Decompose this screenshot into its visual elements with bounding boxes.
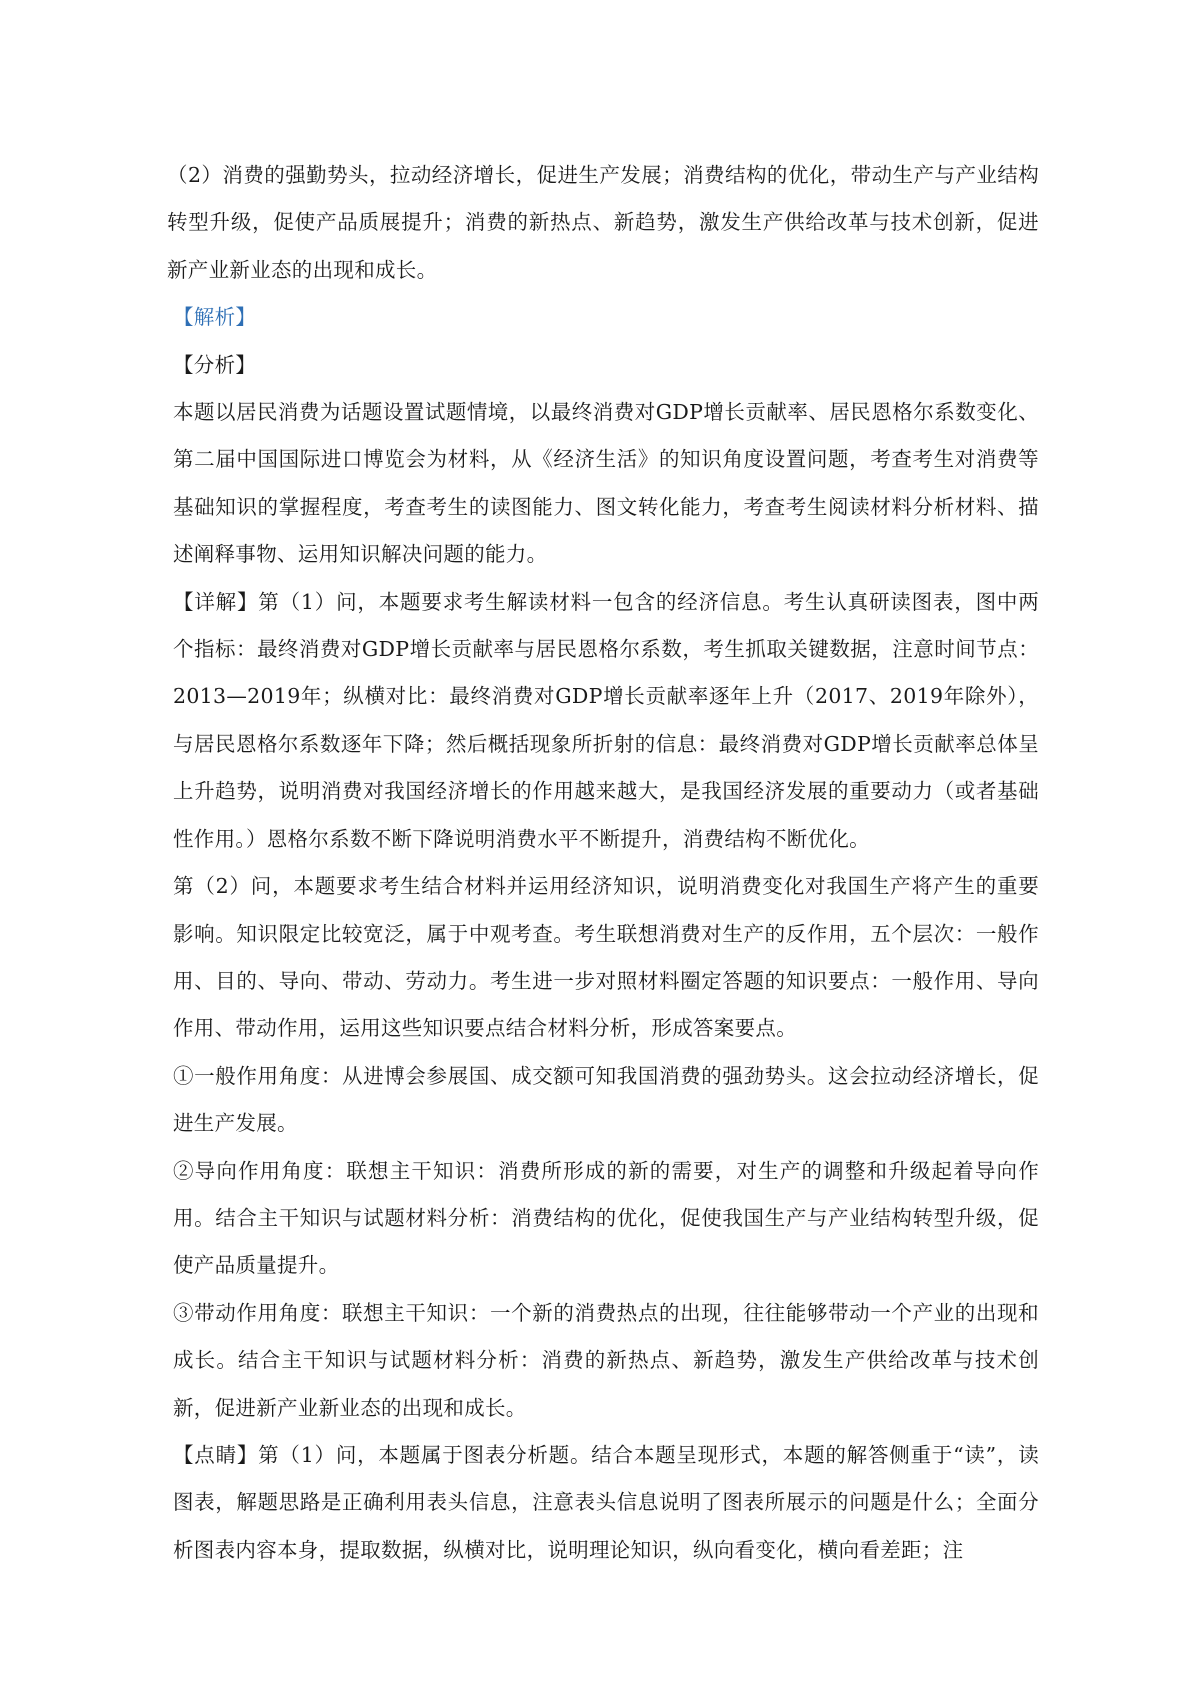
question-2-paragraph: 第（2）问，本题要求考生结合材料并运用经济知识，说明消费变化对我国生产将产生的重要影响。知识限定比较宽泛，属于中观考查。考生联想消费对生产的反作用，五个层次：一般作用、目的、导向、带动、劳动力。考生进一步对照材料圈定答题的知识要点：一般作用、导向作用、带动作用，运用这些知识要点结合材料分析，形成答案要点。 xyxy=(173,874,1039,1041)
fenxi-label: 【分析】 xyxy=(173,352,257,377)
answer-part-2: （2）消费的强勤势头，拉动经济增长，促进生产发展；消费结构的优化，带动生产与产业结构转型升级，促使产品质展提升；消费的新热点、新趋势，激发生产供给改革与技术创新，促进新产业新业态的出现和成长。 xyxy=(167,163,1039,282)
document-page xyxy=(167,152,1039,1574)
point-2-paragraph: ②导向作用角度：联想主干知识：消费所形成的新的需要，对生产的调整和升级起着导向作用。结合主干知识与试题材料分析：消费结构的优化，促使我国生产与产业结构转型升级，促使产品质量提升。 xyxy=(173,1158,1039,1278)
dianjing-paragraph: 【点睛】第（1）问，本题属于图表分析题。结合本题呈现形式，本题的解答侧重于“读”，读图表，解题思路是正确利用表头信息，注意表头信息说明了图表所展示的问题是什么；全面分析图表内容本身，提取数据，纵横对比，说明理论知识，纵向看变化，横向看差距；注 xyxy=(173,1442,1039,1562)
point-3-paragraph: ③带动作用角度：联想主干知识：一个新的消费热点的出现，往往能够带动一个产业的出现和成长。结合主干知识与试题材料分析：消费的新热点、新趋势，激发生产供给改革与技术创新，促进新产业新业态的出现和成长。 xyxy=(173,1300,1039,1420)
point-1-paragraph: ①一般作用角度：从进博会参展国、成交额可知我国消费的强劲势头。这会拉动经济增长，促进生产发展。 xyxy=(173,1063,1039,1136)
fenxi-paragraph: 本题以居民消费为话题设置试题情境，以最终消费对GDP增长贡献率、居民恩格尔系数变化、第二届中国国际进口博览会为材料，从《经济生活》的知识角度设置问题，考查考生对消费等基础知识的掌握程度，考查考生的读图能力、图文转化能力，考查考生阅读材料分析材料、描述阐释事物、运用知识解决问题的能力。 xyxy=(173,400,1039,567)
xiangjie-paragraph: 【详解】第（1）问，本题要求考生解读材料一包含的经济信息。考生认真研读图表，图中两个指标：最终消费对GDP增长贡献率与居民恩格尔系数，考生抓取关键数据，注意时间节点：2013—2019年；纵横对比：最终消费对GDP增长贡献率逐年上升（2017、2019年除外），与居民恩格尔系数逐年下降；然后概括现象所折射的信息：最终消费对GDP增长贡献率总体呈上升趋势，说明消费对我国经济增长的作用越来越大，是我国经济发展的重要动力（或者基础性作用。）恩格尔系数不断下降说明消费水平不断提升，消费结构不断优化。 xyxy=(173,589,1039,851)
jiexi-label: 【解析】 xyxy=(173,305,257,330)
